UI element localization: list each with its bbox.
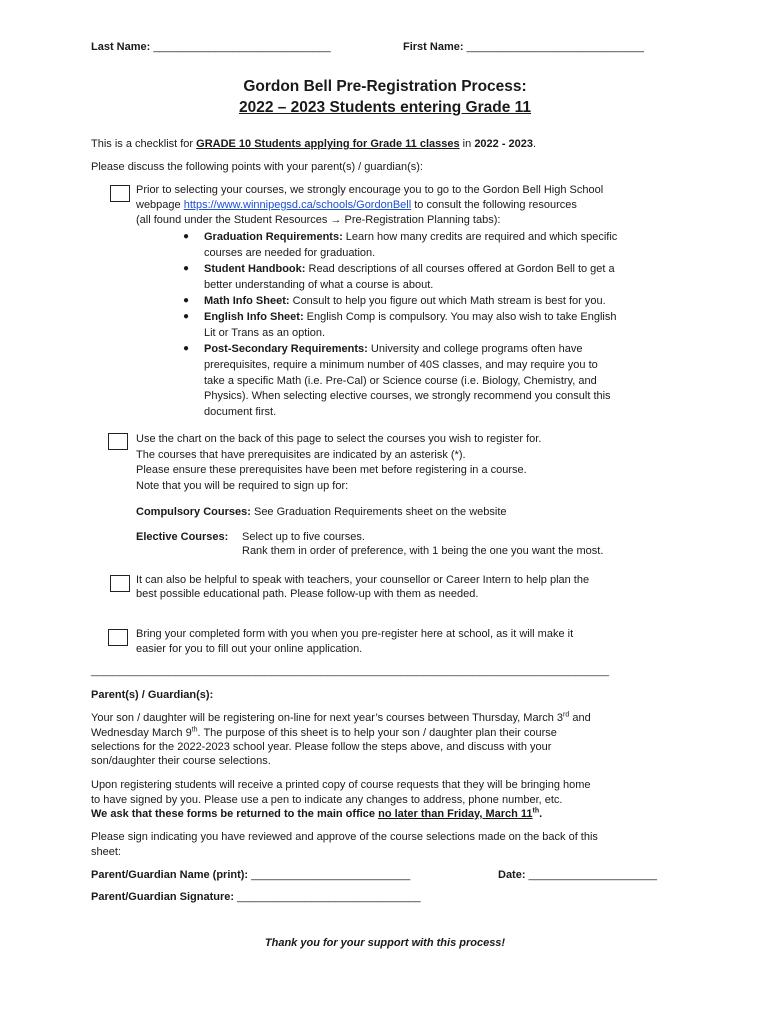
parents-p2-l3: We ask that these forms be returned to the main office no later than Friday, March 11th. (91, 807, 543, 820)
last-name-field[interactable] (91, 41, 331, 53)
discuss-line: Please discuss the following points with your parent(s) / guardian(s): (91, 161, 423, 173)
parents-heading: Parent(s) / Guardian(s): (91, 689, 214, 701)
parents-p3-l1: Please sign indicating you have reviewed and approve of the course selections made on the back of this (91, 831, 598, 843)
elective-label: Elective Courses: (136, 531, 229, 543)
item1-line2 (136, 199, 577, 211)
bullet-postsecondary-l3: take a specific Math (i.e. Pre-Cal) or Science course (i.e. Biology, Chemistry, and (204, 375, 597, 387)
bullet-postsecondary: Post-Secondary Requirements: University and college programs often have (204, 343, 583, 355)
intro-years: 2022 - 2023 (474, 138, 534, 150)
item1-line2-pre: webpage (136, 199, 184, 211)
item2-line1: Use the chart on the back of this page to select the courses you wish to register for. (136, 433, 542, 445)
item1-line1: Prior to selecting your courses, we strongly encourage you to go to the Gordon Bell High School (136, 184, 604, 196)
guardian-name-field[interactable] (91, 869, 410, 881)
bullet-icon: ● (183, 295, 190, 306)
intro-line (91, 138, 536, 150)
first-name-field[interactable] (403, 41, 644, 53)
parents-p1-l2: Wednesday March 9th. The purpose of this sheet is to help your son / daughter plan their course (91, 726, 557, 739)
guardian-signature-label: Parent/Guardian Signature: (91, 891, 235, 903)
item2-line4: Note that you will be required to sign up for: (136, 480, 349, 492)
intro-pre: This is a checklist for (91, 138, 197, 150)
intro-mid: in (459, 138, 475, 150)
compulsory-courses: Compulsory Courses: See Graduation Requirements sheet on the website (136, 506, 507, 518)
bullet-handbook: Student Handbook: Read descriptions of all courses offered at Gordon Bell to get a (204, 263, 615, 275)
bullet-icon: ● (183, 311, 190, 322)
bullet-graduation: Graduation Requirements: Learn how many credits are required and which specific (204, 231, 618, 243)
bullet-postsecondary-l2: prerequisites, require a minimum number of 40S classes, and may require you to (204, 359, 598, 371)
first-name-label: First Name: (403, 41, 464, 53)
bullet-icon: ● (183, 343, 190, 354)
bullet-icon: ● (183, 263, 190, 274)
item2-line3: Please ensure these prerequisites have been met before registering in a course. (136, 464, 527, 476)
page-title: Gordon Bell Pre-Registration Process: (243, 78, 527, 95)
item2-line2: The courses that have prerequisites are indicated by an asterisk (*). (136, 449, 466, 461)
parents-p2-l2: to have signed by you. Please use a pen to indicate any changes to address, phone number, etc. (91, 794, 563, 806)
elective-text2: Rank them in order of preference, with 1 being the one you want the most. (242, 545, 604, 557)
checkbox-item-1[interactable] (110, 185, 130, 202)
intro-bold: GRADE 10 Students applying for Grade 11 classes (196, 138, 460, 150)
parents-p3-l2: sheet: (91, 846, 121, 858)
guardian-signature-field[interactable] (91, 891, 421, 903)
last-name-label: Last Name: (91, 41, 151, 53)
date-label: Date: (498, 869, 526, 881)
bullet-graduation-l2: courses are needed for graduation. (204, 247, 376, 259)
parents-p2-l1: Upon registering students will receive a printed copy of course requests that they will be bringing home (91, 779, 591, 791)
bullet-postsecondary-l4: Physics). When selecting elective courses, we strongly recommend you consult this (204, 390, 611, 402)
date-field[interactable] (498, 869, 657, 881)
item3-line1: It can also be helpful to speak with teachers, your counsellor or Career Intern to help plan the (136, 574, 590, 586)
bullet-math: Math Info Sheet: Consult to help you figure out which Math stream is best for you. (204, 295, 606, 307)
bullet-icon: ● (183, 231, 190, 242)
bullet-handbook-l2: better understanding of what a course is about. (204, 279, 434, 291)
bullet-english-l2: Lit or Trans as an option. (204, 327, 326, 339)
page-subtitle (0, 99, 770, 117)
parents-p1-l1: Your son / daughter will be registering on-line for next year’s courses between Thursday, March 3rd and (91, 711, 591, 724)
bullet-postsecondary-l5: document first. (204, 406, 277, 418)
checkbox-item-2[interactable] (108, 433, 128, 450)
item1-line2-post: to consult the following resources (411, 199, 577, 211)
item4-line2: easier for you to fill out your online application. (136, 643, 363, 655)
first-name-line[interactable]: _____________________________ (466, 41, 645, 53)
elective-text1: Select up to five courses. (242, 531, 365, 543)
guardian-name-label: Parent/Guardian Name (print): (91, 869, 249, 881)
item4-line1: Bring your completed form with you when you pre-register here at school, as it will make it (136, 628, 574, 640)
gordonbell-link[interactable]: https://www.winnipegsd.ca/schools/GordonBell (183, 199, 412, 211)
section-divider: ____________________________________________________________________________________________ (91, 666, 609, 677)
item1-line3: (all found under the Student Resources → Pre-Registration Planning tabs): (136, 214, 501, 226)
last-name-line[interactable]: _____________________________ (153, 41, 331, 53)
item3-line2: best possible educational path. Please follow-up with them as needed. (136, 588, 479, 600)
guardian-signature-line[interactable]: ______________________________ (234, 891, 421, 903)
parents-p1-l3: selections for the 2022-2023 school year. Please follow the steps above, and discuss with your (91, 741, 552, 753)
page-subtitle-text: 2022 – 2023 Students entering Grade 11 (238, 99, 532, 116)
parents-p1-l4: son/daughter their course selections. (91, 755, 271, 767)
date-line[interactable]: _____________________ (525, 869, 658, 881)
guardian-name-line[interactable]: __________________________ (248, 869, 411, 881)
footer-thanks: Thank you for your support with this process! (264, 937, 506, 949)
checkbox-item-3[interactable] (110, 575, 130, 592)
bullet-english: English Info Sheet: English Comp is compulsory. You may also wish to take English (204, 311, 617, 323)
intro-end: . (533, 138, 537, 150)
checkbox-item-4[interactable] (108, 629, 128, 646)
